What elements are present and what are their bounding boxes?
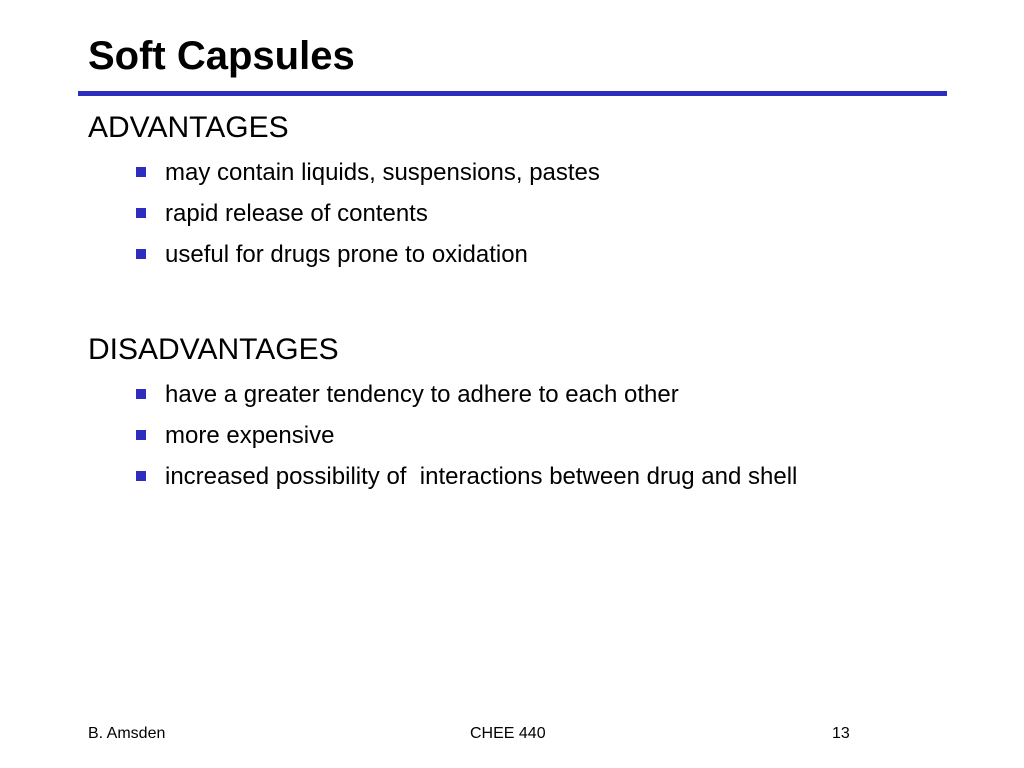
footer-page-number: 13 [832,725,850,742]
square-bullet-icon [136,471,146,481]
bullet-text: useful for drugs prone to oxidation [165,241,528,268]
square-bullet-icon [136,389,146,399]
square-bullet-icon [136,208,146,218]
bullet-text: more expensive [165,422,335,449]
footer-course: CHEE 440 [470,725,546,742]
title-divider [78,91,947,96]
bullet-text: increased possibility of interactions between drug and shell [165,463,798,490]
slide-title: Soft Capsules [88,34,355,78]
square-bullet-icon [136,430,146,440]
bullet-text: may contain liquids, suspensions, pastes [165,159,600,186]
bullet-text: rapid release of contents [165,200,428,227]
square-bullet-icon [136,249,146,259]
bullet-text: have a greater tendency to adhere to each other [165,381,679,408]
footer-author: B. Amsden [88,725,166,742]
section-heading-disadvantages: DISADVANTAGES [88,333,339,366]
section-heading-advantages: ADVANTAGES [88,111,289,144]
square-bullet-icon [136,167,146,177]
